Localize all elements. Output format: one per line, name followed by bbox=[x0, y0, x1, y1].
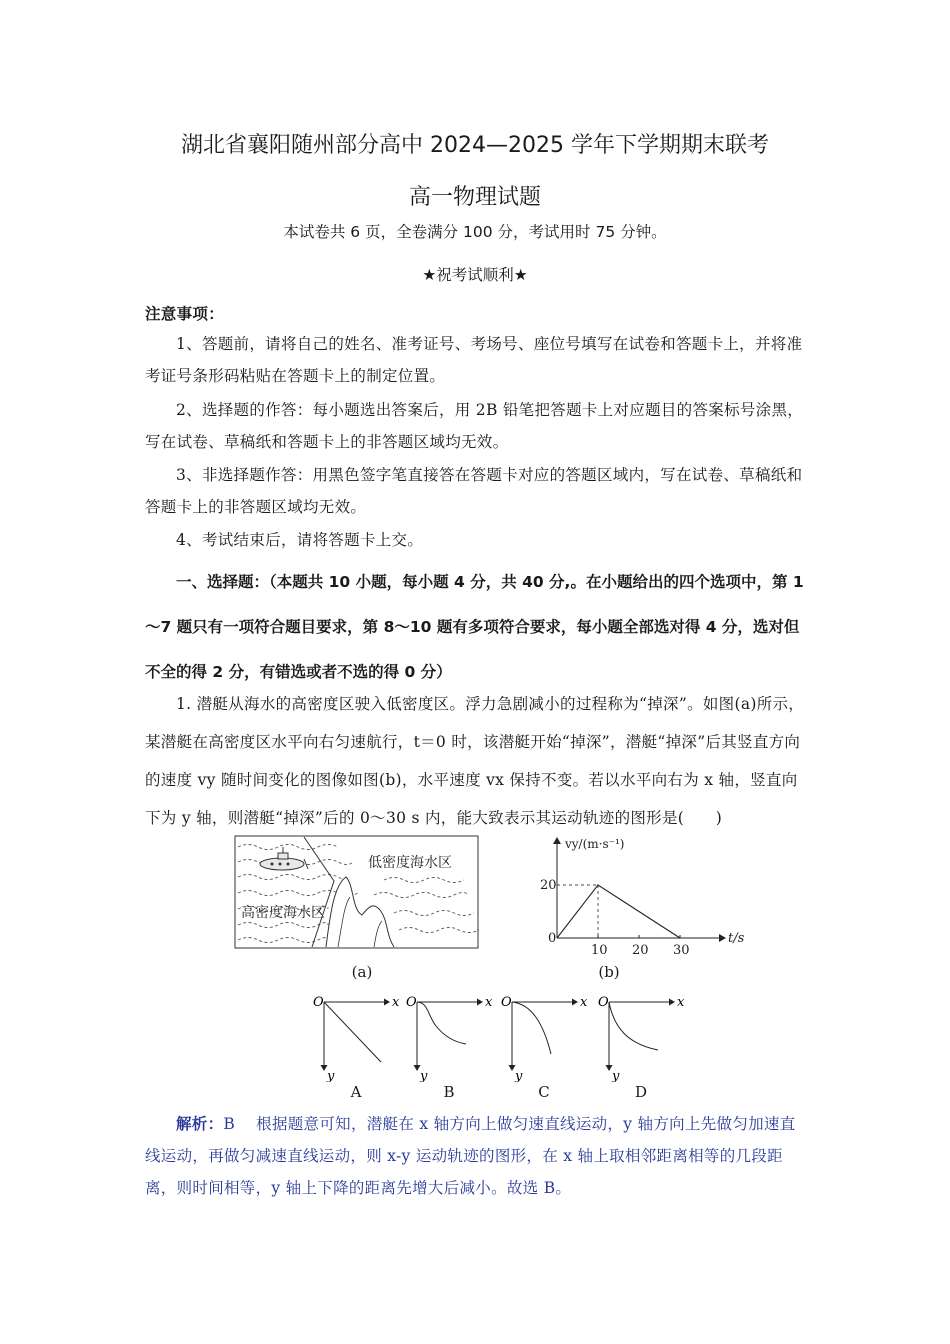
vy-tick-20: 20 bbox=[540, 878, 557, 893]
submarine-icon bbox=[260, 847, 308, 870]
option-origin-label: O bbox=[598, 995, 609, 1010]
figure-a-label: (a) bbox=[351, 963, 373, 981]
option-c-graph bbox=[501, 992, 591, 1082]
figure-a-submarine bbox=[234, 835, 480, 950]
notes-heading: 注意事项： bbox=[145, 305, 225, 323]
x-tick-label-20: 20 bbox=[632, 943, 649, 957]
analysis-paragraph bbox=[145, 1108, 810, 1204]
option-x-label: x bbox=[485, 995, 493, 1010]
option-origin-label: O bbox=[313, 995, 324, 1010]
option-origin-label: O bbox=[501, 995, 512, 1010]
vy-axis-label: vy/(m·s⁻¹) bbox=[565, 837, 625, 851]
option-d-label: D bbox=[634, 1083, 648, 1101]
question-1-text: 1. 潜艇从海水的高密度区驶入低密度区。浮力急剧减小的过程称为“掉深”。如图(a)所示，某潜艇在高密度区水平向右匀速航行，t＝0 时，该潜艇开始“掉深”，潜艇“掉深”后其竖直方向的速度 vy 随时间变化的图像如图(b)，水平速度 vx 保持不变。若以水平向右为 x 轴，竖直向下为 y 轴，则潜艇“掉深”后的 0～30 s 内，能大致表示其运动轨迹的图形是( ) bbox=[145, 695, 805, 827]
option-c-label: C bbox=[538, 1083, 550, 1101]
option-d-graph bbox=[598, 992, 688, 1082]
option-y-label: y bbox=[612, 1069, 620, 1082]
option-y-label: y bbox=[420, 1069, 428, 1082]
analysis-answer: B bbox=[223, 1115, 236, 1133]
option-x-label: x bbox=[580, 995, 588, 1010]
note-item-3: 3、非选择题作答：用黑色签字笔直接答在答题卡对应的答题区域内，写在试卷、草稿纸和答题卡上的非答题区域均无效。 bbox=[145, 466, 803, 516]
t-axis-label: t/s bbox=[728, 931, 745, 946]
note-item-4: 4、考试结束后，请将答题卡上交。 bbox=[176, 531, 424, 549]
option-x-label: x bbox=[392, 995, 400, 1010]
note-item-2: 2、选择题的作答：每小题选出答案后，用 2B 铅笔把答题卡上对应题目的答案标号涂黑，写在试卷、草稿纸和答题卡上的非答题区域均无效。 bbox=[145, 401, 804, 451]
x-tick-label-30: 30 bbox=[673, 943, 690, 957]
option-b-graph bbox=[406, 992, 496, 1082]
option-x-label: x bbox=[677, 995, 685, 1010]
option-y-label: y bbox=[515, 1069, 523, 1082]
good-luck-line: ★祝考试顺利★ bbox=[422, 266, 528, 284]
note-item-1: 1、答题前，请将自己的姓名、准考证号、考场号、座位号填写在试卷和答题卡上，并将准考证号条形码粘贴在答题卡上的制定位置。 bbox=[145, 335, 803, 385]
analysis-text: 根据题意可知，潜艇在 x 轴方向上做匀速直线运动，y 轴方向上先做匀加速直线运动，再做匀减速直线运动，则 x-y 运动轨迹的图形，在 x 轴上取相邻距离相等的几段距离，则时间相等，y 轴上下降的距离先增大后减小。故选 B。 bbox=[145, 1115, 796, 1197]
figure-b-label: (b) bbox=[598, 963, 620, 981]
high-density-label: 高密度海水区 bbox=[241, 905, 325, 921]
exam-subtitle: 高一物理试题 bbox=[408, 185, 541, 210]
vy-t-line bbox=[557, 885, 680, 938]
x-tick-label-10: 10 bbox=[591, 943, 608, 957]
figure-b-vy-t-graph bbox=[535, 832, 755, 957]
option-y-label: y bbox=[327, 1069, 335, 1082]
graph-origin-label: 0 bbox=[548, 931, 557, 946]
option-a-label: A bbox=[350, 1083, 362, 1101]
section-heading: 一、选择题：（本题共 10 小题，每小题 4 分，共 40 分,。在小题给出的四个选项中，第 1～7 题只有一项符合题目要求，第 8～10 题有多项符合要求，每小题全部选对得 4 分，选对但不全的得 2 分，有错选或者不选的得 0 分） bbox=[145, 573, 804, 681]
exam-title: 湖北省襄阳随州部分高中 2024—2025 学年下学期期末联考 bbox=[181, 133, 769, 158]
exam-info: 本试卷共 6 页，全卷满分 100 分，考试用时 75 分钟。 bbox=[283, 223, 667, 241]
low-density-label: 低密度海水区 bbox=[368, 855, 452, 871]
option-a-graph bbox=[313, 992, 403, 1082]
analysis-label: 解析： bbox=[176, 1114, 224, 1133]
option-origin-label: O bbox=[406, 995, 417, 1010]
option-b-label: B bbox=[443, 1083, 455, 1101]
